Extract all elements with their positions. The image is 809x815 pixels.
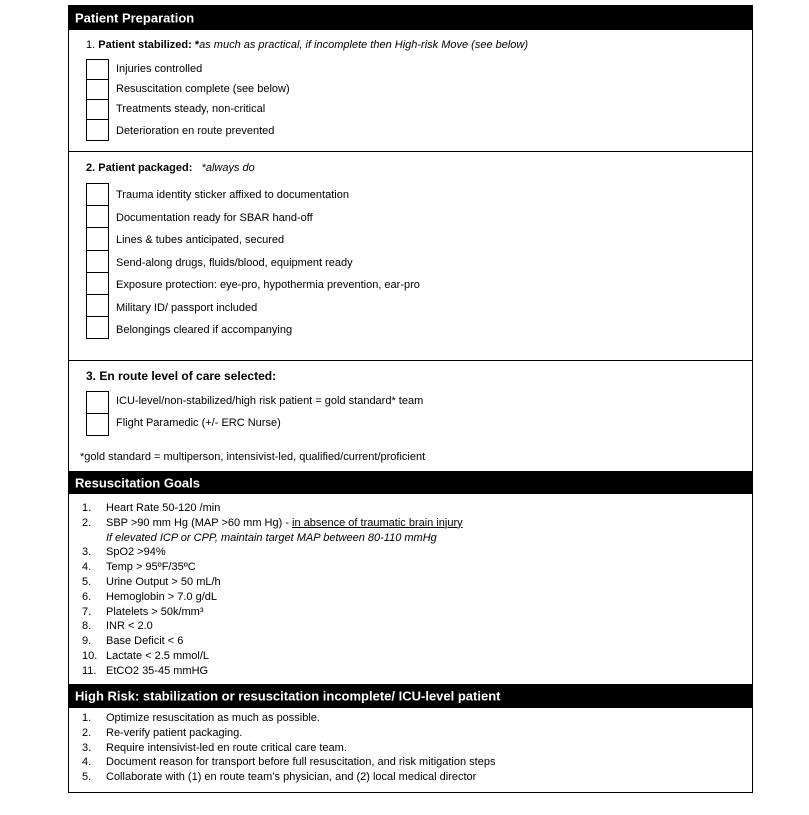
section3-label: 3. En route level of care selected:: [86, 369, 277, 383]
section1-note-marker: *: [194, 39, 200, 51]
item-text: Optimize resuscitation as much as possible.: [106, 712, 320, 724]
section3-heading: [86, 369, 276, 383]
item-number: 3.: [82, 741, 92, 754]
item-number: 11.: [82, 664, 97, 677]
item-number: 2.: [82, 516, 92, 529]
checklist-item-label: Trauma identity sticker affixed to documentation: [116, 189, 349, 201]
checklist-item-label: Treatments steady, non-critical: [116, 103, 266, 115]
checklist-item-label: Flight Paramedic (+/- ERC Nurse): [116, 417, 281, 429]
section2-note: *always do: [201, 162, 255, 174]
section-header-high-risk: [69, 684, 752, 708]
checkbox-resuscitation-complete[interactable]: [86, 79, 109, 100]
item-number: 6.: [82, 590, 92, 603]
item-number: 1.: [82, 712, 92, 724]
checklist-form: [68, 5, 753, 793]
checkbox-lines-tubes[interactable]: [86, 227, 109, 251]
item-text: Lactate < 2.5 mmol/L: [106, 649, 210, 662]
checkbox-send-along[interactable]: [86, 250, 109, 273]
item-number: 10.: [82, 649, 98, 662]
item-text: INR < 2.0: [106, 620, 153, 633]
section2-label: 2. Patient packaged:: [86, 162, 193, 174]
checklist-item-label: Military ID/ passport included: [116, 302, 258, 314]
checkbox-icu-level-team[interactable]: [86, 391, 109, 414]
item-subnote: If elevated ICP or CPP, maintain target MAP between 80-110 mmHg: [106, 531, 437, 544]
item-text-main: SBP >90 mm Hg (MAP >60 mm Hg) -: [106, 516, 293, 529]
checkbox-treatments-steady[interactable]: [86, 99, 109, 120]
item-text-underlined: in absence of traumatic brain injury: [292, 516, 463, 529]
item-text: Document reason for transport before full resuscitation, and risk mitigation steps: [106, 756, 496, 769]
section-header-resuscitation-goals: [69, 471, 752, 494]
checkbox-exposure-protection[interactable]: [86, 272, 109, 295]
section-title: Patient Preparation: [75, 10, 195, 26]
checkbox-deterioration-prevented[interactable]: [86, 119, 109, 141]
item-text: Platelets > 50k/mm³: [106, 605, 204, 618]
item-text: Temp > 95ºF/35ºC: [106, 561, 196, 574]
section1-note: as much as practical, if incomplete then High-risk Move (see below): [199, 39, 529, 51]
item-text: Hemoglobin > 7.0 g/dL: [106, 590, 217, 603]
item-text: EtCO2 35-45 mmHG: [106, 664, 209, 677]
item-text: Collaborate with (1) en route team’s physician, and (2) local medical director: [106, 771, 477, 784]
section-title: Resuscitation Goals: [75, 475, 200, 490]
checklist-item-label: ICU-level/non-stabilized/high risk patient = gold standard* team: [116, 395, 424, 407]
item-text: Heart Rate 50-120 /min: [106, 502, 221, 514]
checkbox-documentation-ready[interactable]: [86, 205, 109, 228]
item-number: 4.: [82, 756, 92, 769]
checklist-item-label: Documentation ready for SBAR hand-off: [116, 212, 313, 224]
checklist-item-label: Exposure protection: eye-pro, hypothermia prevention, ear-pro: [116, 279, 420, 291]
section1-label: Patient stabilized:: [98, 39, 192, 51]
checkbox-belongings[interactable]: [86, 316, 109, 339]
item-number: 1.: [82, 502, 92, 514]
item-text: SpO2 >94%: [106, 546, 166, 559]
checklist-item-label: Resuscitation complete (see below): [116, 83, 290, 95]
section2-heading: [86, 161, 255, 175]
item-number: 5.: [82, 771, 92, 784]
checklist-item-label: Belongings cleared if accompanying: [116, 324, 293, 336]
item-text: Base Deficit < 6: [106, 635, 184, 648]
checkbox-military-id[interactable]: [86, 294, 109, 317]
item-number: 2.: [82, 726, 92, 739]
item-number: 8.: [82, 620, 92, 633]
checkbox-flight-paramedic[interactable]: [86, 413, 109, 436]
item-text: [106, 516, 463, 531]
item-number: 5.: [82, 575, 92, 588]
gold-standard-footnote: *gold standard = multiperson, intensivist-led, qualified/current/proficient: [80, 451, 426, 463]
section-title: High Risk: stabilization or resuscitation incomplete/ ICU-level patient: [75, 688, 501, 704]
item-text: Re-verify patient packaging.: [106, 726, 243, 739]
item-text: Require intensivist-led en route critical care team.: [106, 741, 347, 754]
divider: [69, 360, 752, 361]
item-number: 7.: [82, 605, 92, 618]
checklist-item-label: Send-along drugs, fluids/blood, equipment ready: [116, 257, 353, 269]
section1-number: 1.: [86, 39, 96, 51]
divider: [69, 151, 752, 152]
item-number: 3.: [82, 546, 92, 559]
section-header-patient-preparation: [69, 6, 752, 30]
section1-heading: [86, 38, 528, 52]
item-text: Urine Output > 50 mL/h: [106, 575, 221, 588]
checklist-item-label: Lines & tubes anticipated, secured: [116, 234, 285, 246]
item-number: 4.: [82, 561, 92, 574]
item-number: 9.: [82, 635, 92, 648]
checkbox-trauma-sticker[interactable]: [86, 183, 109, 206]
checkbox-injuries-controlled[interactable]: [86, 59, 109, 80]
checklist-item-label: Injuries controlled: [116, 63, 203, 75]
checklist-item-label: Deterioration en route prevented: [116, 125, 275, 137]
